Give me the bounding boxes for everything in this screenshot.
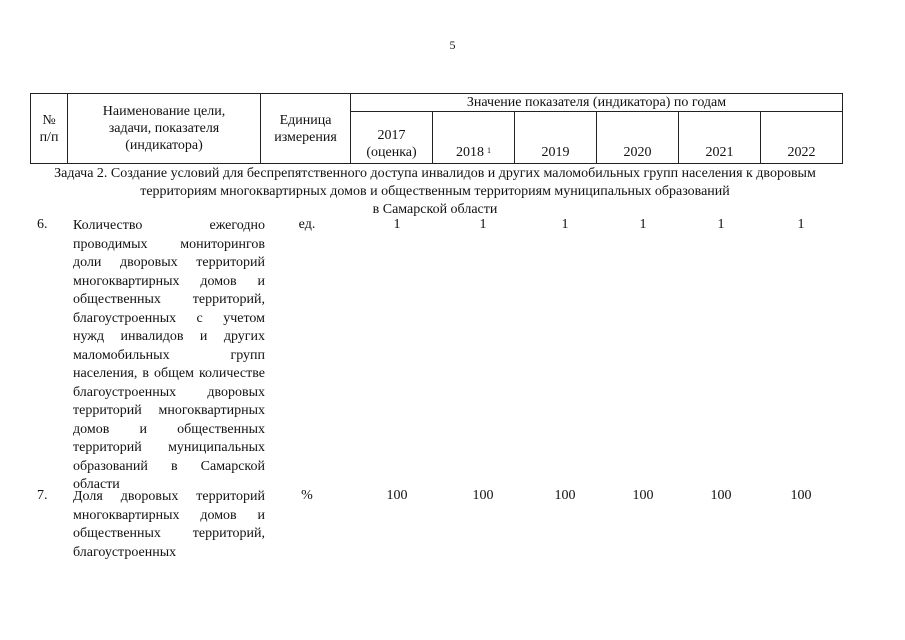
row-value-2017: 100 — [386, 488, 408, 503]
header-year-2021: 2021 — [679, 112, 761, 164]
row-value-2021: 1 — [717, 217, 725, 232]
row-number: 6. — [37, 217, 48, 232]
row-value-2022: 1 — [797, 217, 805, 232]
page-number: 5 — [449, 38, 456, 52]
header-num: № п/п — [31, 94, 68, 164]
row-value-2022: 100 — [790, 488, 812, 503]
row-value-2021: 100 — [710, 488, 732, 503]
header-year-2018: 2018 $^1$ — [433, 112, 515, 164]
row-value-2020: 100 — [632, 488, 654, 503]
header-name: Наименование цели, задачи, показателя (индикатора) — [68, 94, 261, 164]
header-year-2020: 2020 — [597, 112, 679, 164]
header-values-group: Значение показателя (индикатора) по годам — [351, 94, 843, 112]
row-value-2018: 1 — [479, 217, 487, 232]
row-unit: ед. — [298, 217, 316, 232]
row-unit: % — [301, 488, 313, 503]
header-year-2022: 2022 — [761, 112, 843, 164]
row-value-2019: 1 — [561, 217, 569, 232]
row-number: 7. — [37, 488, 48, 503]
table-header — [30, 93, 843, 164]
row-indicator-name: Количество ежегодно проводимых мониторингов доли дворовых территорий многоквартирных домов и общественных территорий, благоустроенных с учетом нужд инвалидов и других маломобильных групп населения, в общем количестве благоустроенных дворовых территорий многоквартирных домов и общественных территорий муниципальных образований в Самарской области — [73, 218, 265, 492]
footnote-mark: 1 — [487, 146, 491, 155]
header-year-2019: 2019 — [515, 112, 597, 164]
header-year-2017: 2017 (оценка) — [351, 112, 433, 164]
row-indicator-name: Доля дворовых территорий многоквартирных домов и общественных территорий, благоустроенных — [73, 489, 265, 560]
row-value-2019: 100 — [554, 488, 576, 503]
row-value-2020: 1 — [639, 217, 647, 232]
header-unit: Единица измерения — [261, 94, 351, 164]
row-value-2018: 100 — [472, 488, 494, 503]
task-title: Задача 2. Создание условий для беспрепятственного доступа инвалидов и других маломобильных групп населения к дворовым территориям многоквартирных домов и общественным территориям муниципальных образований в Самарской области — [54, 166, 816, 217]
row-value-2017: 1 — [393, 217, 401, 232]
